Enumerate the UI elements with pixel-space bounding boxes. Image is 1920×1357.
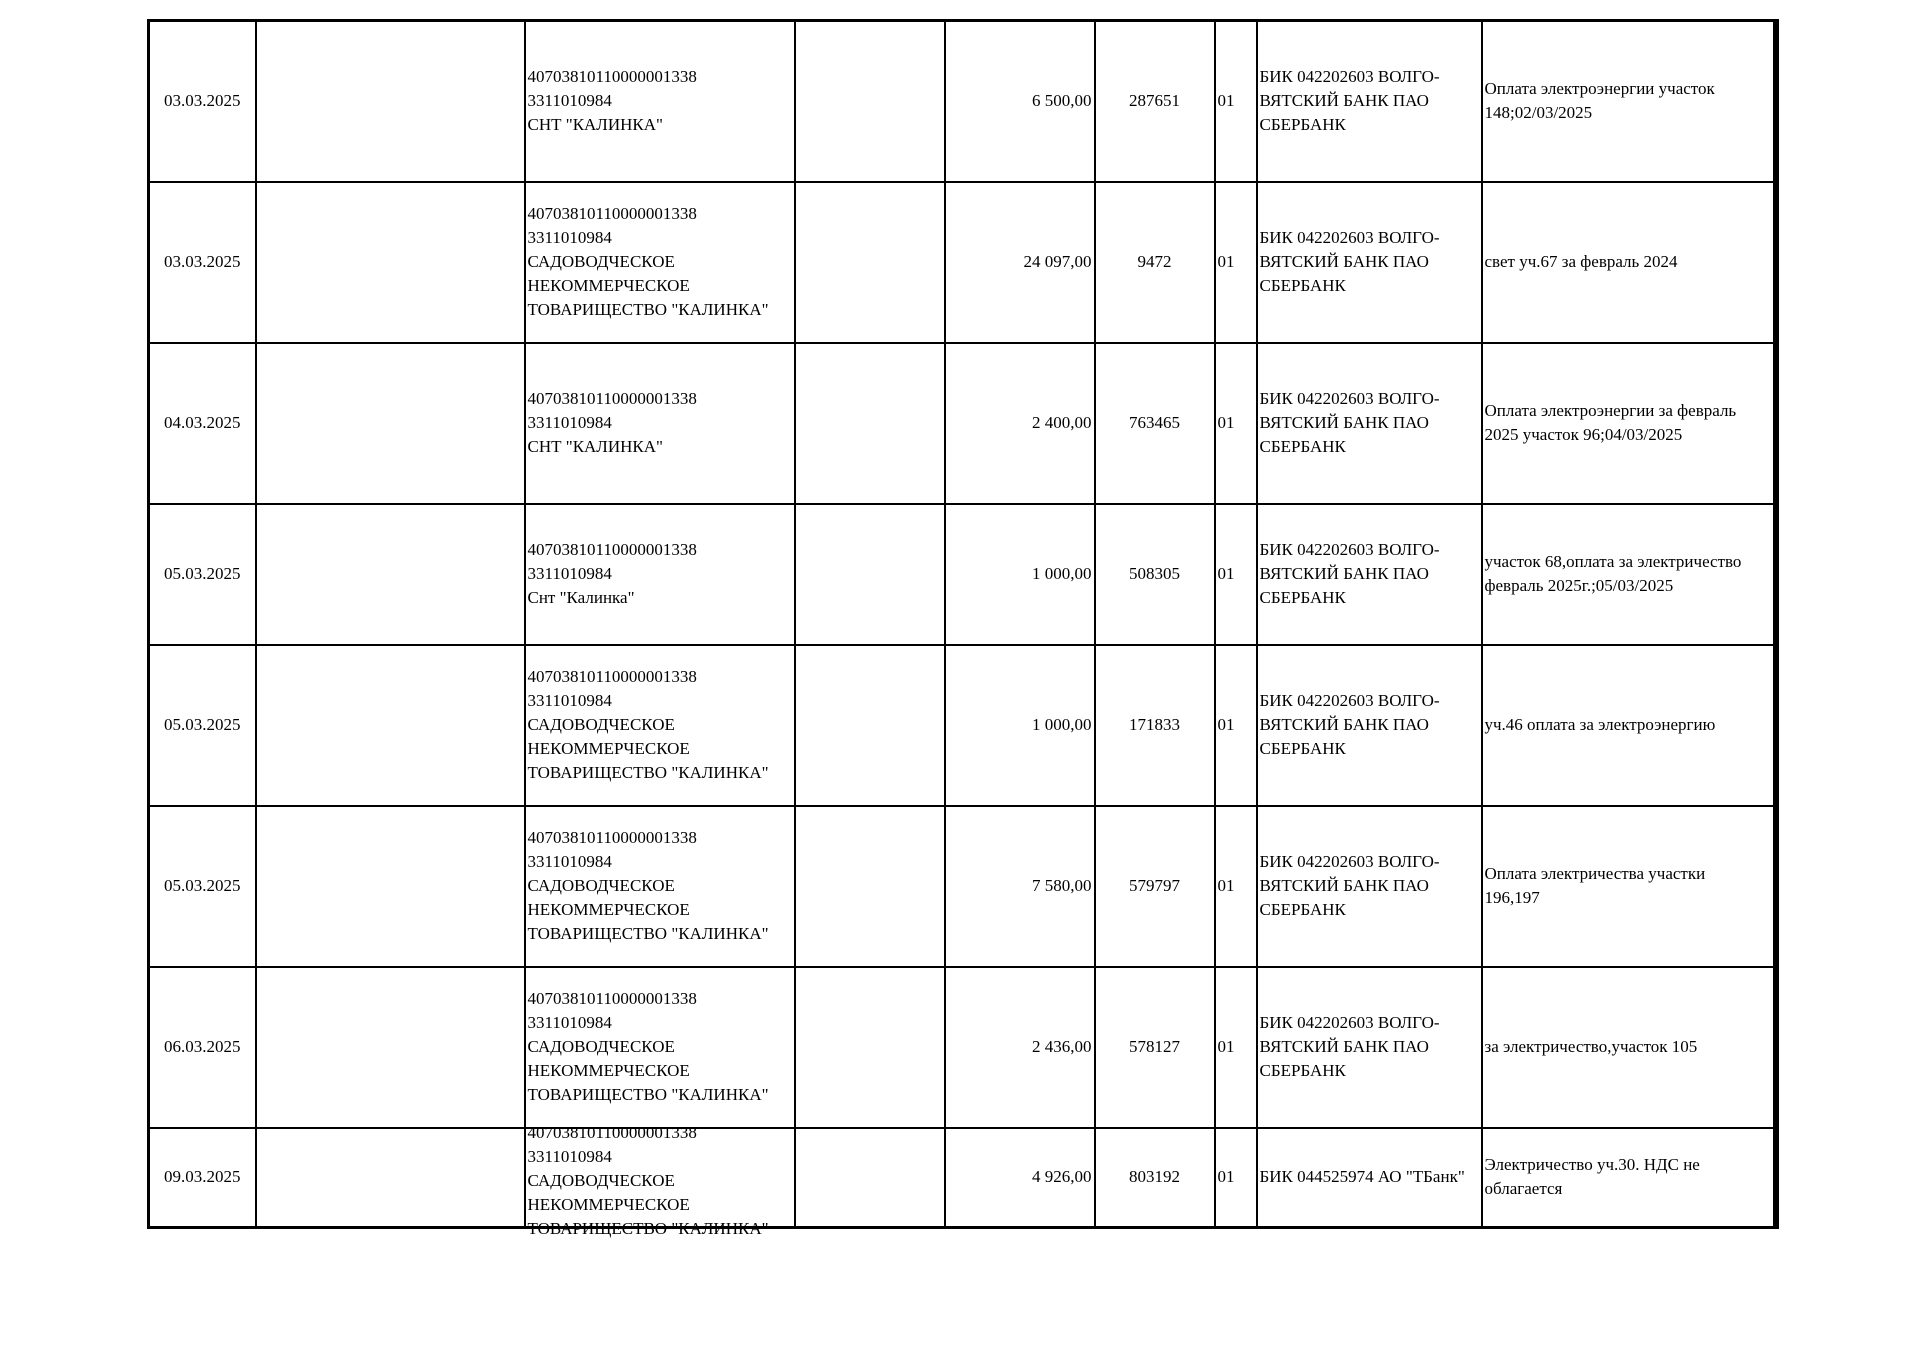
bank-line: БИК 044525974 АО "ТБанк" <box>1259 1167 1465 1187</box>
empty-cell <box>795 645 945 806</box>
account-line: ТОВАРИЩЕСТВО "КАЛИНКА" <box>527 763 769 782</box>
date-cell: 05.03.2025 <box>149 806 256 967</box>
account-line: 40703810110000001338 <box>527 989 697 1008</box>
table-row <box>149 645 1776 806</box>
doc-number-cell: 9472 <box>1095 182 1215 343</box>
bank-line: СБЕРБАНК <box>1259 739 1346 758</box>
amount-cell: 2 400,00 <box>945 343 1095 504</box>
bank-line: БИК 042202603 ВОЛГО- <box>1259 540 1440 559</box>
op-code-cell: 01 <box>1215 645 1257 806</box>
purpose-cell <box>1482 343 1776 504</box>
purpose-line: уч.46 оплата за электроэнергию <box>1484 715 1716 734</box>
bank-line: ВЯТСКИЙ БАНК ПАО <box>1259 252 1429 271</box>
account-line: 3311010984 <box>527 91 612 111</box>
account-line: 3311010984 <box>527 228 612 247</box>
empty-cell <box>256 645 525 806</box>
account-line: 3311010984 <box>527 564 612 583</box>
account-line: НЕКОММЕРЧЕСКОЕ <box>527 1194 690 1214</box>
amount-cell: 7 580,00 <box>945 806 1095 967</box>
bank-line: СБЕРБАНК <box>1259 437 1346 456</box>
bank-line: БИК 042202603 ВОЛГО- <box>1259 389 1440 408</box>
purpose-line: участок 68,оплата за электричество <box>1484 552 1742 571</box>
purpose-line: Оплата электроэнергии за февраль <box>1484 401 1737 420</box>
op-code-cell: 01 <box>1215 967 1257 1128</box>
account-line: НЕКОММЕРЧЕСКОЕ <box>527 1061 690 1080</box>
bank-line: СБЕРБАНК <box>1259 1061 1346 1080</box>
counterparty-cell <box>525 645 795 806</box>
account-line: 40703810110000001338 <box>527 828 697 847</box>
table-row <box>149 182 1776 343</box>
account-line: ТОВАРИЩЕСТВО "КАЛИНКА" <box>527 1085 769 1104</box>
op-code-cell: 01 <box>1215 343 1257 504</box>
account-line: САДОВОДЧЕСКОЕ <box>527 1170 675 1190</box>
counterparty-cell <box>525 1122 795 1238</box>
account-line: САДОВОДЧЕСКОЕ <box>527 876 675 895</box>
amount-cell: 4 926,00 <box>945 1128 1095 1228</box>
account-line: Снт "Калинка" <box>527 588 635 607</box>
empty-cell <box>795 343 945 504</box>
purpose-line: 148;02/03/2025 <box>1484 103 1593 123</box>
counterparty-cell <box>525 967 795 1128</box>
table-row <box>149 806 1776 967</box>
purpose-line: февраль 2025г.;05/03/2025 <box>1484 576 1674 595</box>
counterparty-cell <box>525 182 795 343</box>
counterparty-cell <box>525 504 795 645</box>
purpose-line: Оплата электроэнергии участок <box>1484 79 1715 99</box>
purpose-cell <box>1482 1128 1776 1228</box>
counterparty-cell <box>525 21 795 182</box>
bank-line: СБЕРБАНК <box>1259 588 1346 607</box>
account-line: 3311010984 <box>527 1013 612 1032</box>
empty-cell <box>256 21 525 182</box>
account-line: САДОВОДЧЕСКОЕ <box>527 715 675 734</box>
table-row <box>149 967 1776 1128</box>
account-line: СНТ "КАЛИНКА" <box>527 115 663 135</box>
date-cell: 05.03.2025 <box>149 504 256 645</box>
counterparty-cell <box>525 343 795 504</box>
bank-line: БИК 042202603 ВОЛГО- <box>1259 691 1440 710</box>
account-line: НЕКОММЕРЧЕСКОЕ <box>527 900 690 919</box>
op-code-cell: 01 <box>1215 1128 1257 1228</box>
op-code-cell: 01 <box>1215 21 1257 182</box>
bank-line: ВЯТСКИЙ БАНК ПАО <box>1259 876 1429 895</box>
account-line: 3311010984 <box>527 413 612 432</box>
purpose-line: за электричество,участок 105 <box>1484 1037 1698 1056</box>
doc-number-cell: 171833 <box>1095 645 1215 806</box>
empty-cell <box>795 21 945 182</box>
bank-line: ВЯТСКИЙ БАНК ПАО <box>1259 564 1429 583</box>
purpose-cell <box>1482 504 1776 645</box>
table-row <box>149 343 1776 504</box>
empty-cell <box>795 182 945 343</box>
purpose-cell <box>1482 182 1776 343</box>
bank-cell <box>1257 967 1482 1128</box>
bank-line: СБЕРБАНК <box>1259 900 1346 919</box>
purpose-line: Оплата электричества участки <box>1484 864 1706 883</box>
statement-rows <box>149 21 1776 1238</box>
purpose-cell <box>1482 645 1776 806</box>
bank-cell <box>1257 1128 1482 1228</box>
date-cell: 06.03.2025 <box>149 967 256 1128</box>
account-line: 3311010984 <box>527 1146 612 1166</box>
account-line: ТОВАРИЩЕСТВО "КАЛИНКА" <box>527 300 769 319</box>
purpose-line: Электричество уч.30. НДС не <box>1484 1155 1700 1175</box>
purpose-line: 196,197 <box>1484 888 1540 907</box>
table-row <box>149 21 1776 182</box>
empty-cell <box>256 1128 525 1228</box>
bank-line: БИК 042202603 ВОЛГО- <box>1259 1013 1440 1032</box>
amount-cell: 1 000,00 <box>945 504 1095 645</box>
date-cell: 05.03.2025 <box>149 645 256 806</box>
account-line: НЕКОММЕРЧЕСКОЕ <box>527 276 690 295</box>
empty-cell <box>795 806 945 967</box>
amount-cell: 1 000,00 <box>945 645 1095 806</box>
amount-cell: 2 436,00 <box>945 967 1095 1128</box>
account-line: САДОВОДЧЕСКОЕ <box>527 1037 675 1056</box>
empty-cell <box>256 806 525 967</box>
account-line: 3311010984 <box>527 691 612 710</box>
purpose-cell <box>1482 806 1776 967</box>
op-code-cell: 01 <box>1215 182 1257 343</box>
account-line: 40703810110000001338 <box>527 389 697 408</box>
doc-number-cell: 508305 <box>1095 504 1215 645</box>
bank-statement-table <box>147 19 1779 1238</box>
bank-cell <box>1257 504 1482 645</box>
counterparty-cell <box>525 806 795 967</box>
date-cell: 03.03.2025 <box>149 182 256 343</box>
bank-cell <box>1257 21 1482 182</box>
doc-number-cell: 763465 <box>1095 343 1215 504</box>
account-line: 40703810110000001338 <box>527 67 697 87</box>
doc-number-cell: 579797 <box>1095 806 1215 967</box>
account-line: ТОВАРИЩЕСТВО "КАЛИНКА" <box>527 924 769 943</box>
date-cell: 09.03.2025 <box>149 1128 256 1228</box>
empty-cell <box>256 504 525 645</box>
purpose-line: 2025 участок 96;04/03/2025 <box>1484 425 1683 444</box>
bank-line: ВЯТСКИЙ БАНК ПАО <box>1259 413 1429 432</box>
doc-number-cell: 578127 <box>1095 967 1215 1128</box>
bank-line: БИК 042202603 ВОЛГО- <box>1259 228 1440 247</box>
bank-line: ВЯТСКИЙ БАНК ПАО <box>1259 91 1429 111</box>
purpose-cell <box>1482 967 1776 1128</box>
account-line: СНТ "КАЛИНКА" <box>527 437 663 456</box>
op-code-cell: 01 <box>1215 504 1257 645</box>
bank-line: СБЕРБАНК <box>1259 115 1346 135</box>
account-line: 40703810110000001338 <box>527 667 697 686</box>
account-line: 40703810110000001338 <box>527 1122 697 1142</box>
account-line: 40703810110000001338 <box>527 540 697 559</box>
date-cell: 03.03.2025 <box>149 21 256 182</box>
doc-number-cell: 287651 <box>1095 21 1215 182</box>
empty-cell <box>256 343 525 504</box>
amount-cell: 24 097,00 <box>945 182 1095 343</box>
account-line: НЕКОММЕРЧЕСКОЕ <box>527 739 690 758</box>
empty-cell <box>256 182 525 343</box>
bank-line: СБЕРБАНК <box>1259 276 1346 295</box>
empty-cell <box>795 1128 945 1228</box>
empty-cell <box>795 967 945 1128</box>
amount-cell: 6 500,00 <box>945 21 1095 182</box>
bank-line: ВЯТСКИЙ БАНК ПАО <box>1259 1037 1429 1056</box>
purpose-line: свет уч.67 за февраль 2024 <box>1484 252 1678 271</box>
table-row <box>149 504 1776 645</box>
bank-cell <box>1257 182 1482 343</box>
date-cell: 04.03.2025 <box>149 343 256 504</box>
bank-line: ВЯТСКИЙ БАНК ПАО <box>1259 715 1429 734</box>
op-code-cell: 01 <box>1215 806 1257 967</box>
empty-cell <box>795 504 945 645</box>
account-line: 40703810110000001338 <box>527 204 697 223</box>
account-line: 3311010984 <box>527 852 612 871</box>
account-line: ТОВАРИЩЕСТВО "КАЛИНКА" <box>527 1218 769 1238</box>
account-line: САДОВОДЧЕСКОЕ <box>527 252 675 271</box>
bank-line: БИК 042202603 ВОЛГО- <box>1259 67 1440 87</box>
purpose-cell <box>1482 21 1776 182</box>
table-row <box>149 1128 1776 1228</box>
doc-number-cell: 803192 <box>1095 1128 1215 1228</box>
bank-cell <box>1257 806 1482 967</box>
bank-cell <box>1257 645 1482 806</box>
purpose-line: облагается <box>1484 1179 1563 1199</box>
bank-line: БИК 042202603 ВОЛГО- <box>1259 852 1440 871</box>
empty-cell <box>256 967 525 1128</box>
bank-cell <box>1257 343 1482 504</box>
